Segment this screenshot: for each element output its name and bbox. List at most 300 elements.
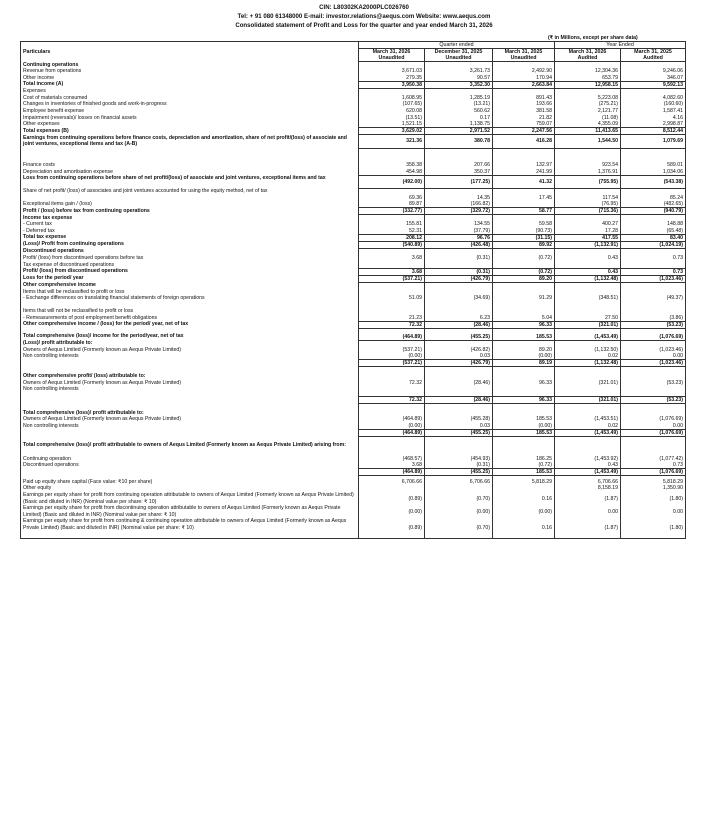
row-value: (940.79) <box>621 208 686 215</box>
row-label: Items that will be reclassified to profit or loss <box>21 289 359 296</box>
row-value <box>493 308 555 315</box>
row-value: (543.38) <box>621 175 686 188</box>
row-label <box>21 469 359 476</box>
statement-row <box>21 81 686 88</box>
row-label: Exceptional items gain / (loss) <box>21 201 359 208</box>
row-value: 8,512.44 <box>621 128 686 135</box>
row-value: 85.24 <box>621 195 686 201</box>
row-label: Other equity <box>21 485 359 492</box>
row-value: 923.54 <box>555 162 621 169</box>
row-value: 6.23 <box>425 315 493 322</box>
row-value <box>621 340 686 347</box>
statement-row <box>21 121 686 128</box>
row-value: (1.87) <box>555 492 621 505</box>
row-value <box>425 62 493 69</box>
row-value: 1,521.15 <box>359 121 425 128</box>
row-value: 1,138.75 <box>425 121 493 128</box>
row-label: Other expenses <box>21 121 359 128</box>
row-label: Impairment (reversals)/ losses on financial assets <box>21 115 359 122</box>
row-label: Profit/ (loss) from discontinued operations before tax <box>21 255 359 262</box>
row-value: (65.48) <box>621 228 686 235</box>
row-value: 14.35 <box>425 195 493 201</box>
row-value: (492.00) <box>359 175 425 188</box>
row-value: (321.01) <box>555 380 621 387</box>
row-value <box>621 386 686 393</box>
row-value: 653.79 <box>555 75 621 82</box>
row-value: (0.31) <box>425 255 493 262</box>
row-value: 1,034.06 <box>621 169 686 176</box>
statement-row <box>21 410 686 417</box>
row-value: (0.00) <box>359 423 425 430</box>
statement-row <box>21 492 686 505</box>
row-value: (332.77) <box>359 208 425 215</box>
row-label: Depreciation and amortisation expense <box>21 169 359 176</box>
row-value: (1,076.69) <box>621 328 686 340</box>
row-label: Loss from continuing operations before share of net profit/(loss) of associate and joint ventures, exceptional items and tax <box>21 175 359 188</box>
row-value: (0.00) <box>493 505 555 518</box>
row-value: 9,592.13 <box>621 81 686 88</box>
row-label: Earnings per equity share for profit from discontinuing operation attributable to owners of Aequs Limited (Formerly known as Aequs Private Limited) (Basic and diluted in INR) (Nominal value per share: ₹ 10) <box>21 505 359 518</box>
row-value: (1,132.50) <box>555 347 621 354</box>
row-value: 1,376.91 <box>555 169 621 176</box>
row-value <box>555 386 621 393</box>
row-value: (1,076.69) <box>621 469 686 476</box>
row-value: 207.66 <box>425 162 493 169</box>
statement-row <box>21 201 686 208</box>
row-label: Owners of Aequs Limited (Formerly known as Aequs Private Limited) <box>21 347 359 354</box>
row-label: Total tax expense <box>21 234 359 241</box>
row-value <box>493 340 555 347</box>
statement-row <box>21 95 686 102</box>
row-value <box>493 373 555 380</box>
row-value <box>555 148 621 162</box>
row-value: 148.88 <box>621 221 686 228</box>
row-value: 3,671.03 <box>359 68 425 75</box>
row-value: 91.29 <box>493 295 555 302</box>
row-label: - Remeasurements of post employment benefit obligations <box>21 315 359 322</box>
statement-row <box>21 228 686 235</box>
row-value <box>493 201 555 208</box>
row-value <box>493 410 555 417</box>
row-value <box>359 386 425 393</box>
row-value: (160.60) <box>621 101 686 108</box>
row-value: (13.51) <box>359 115 425 122</box>
row-value: (1,024.19) <box>621 241 686 248</box>
row-label: Total comprehensive (loss)/ profit attributable to owners of Aequs Limited (Formerly known as Aequs Private Limited) arising from: <box>21 442 359 455</box>
row-value <box>493 88 555 95</box>
row-value: (76.95) <box>555 201 621 208</box>
row-value: (329.72) <box>425 208 493 215</box>
statement-row <box>21 476 686 486</box>
row-value <box>493 262 555 269</box>
row-value: (715.36) <box>555 208 621 215</box>
row-value: 4.16 <box>621 115 686 122</box>
row-value: 132.97 <box>493 162 555 169</box>
row-value: (755.95) <box>555 175 621 188</box>
row-value: (464.89) <box>359 416 425 423</box>
row-value: (0.72) <box>493 462 555 469</box>
row-value <box>555 373 621 380</box>
row-value <box>425 386 493 393</box>
row-value <box>425 373 493 380</box>
row-value: (537.21) <box>359 275 425 282</box>
row-value: (53.23) <box>621 321 686 328</box>
row-value: (1.80) <box>621 518 686 538</box>
row-value: 72.32 <box>359 380 425 387</box>
row-value: 759.07 <box>493 121 555 128</box>
statement-body <box>21 62 686 539</box>
row-value: 27.50 <box>555 315 621 322</box>
row-value: (0.72) <box>493 268 555 275</box>
statement-row <box>21 115 686 122</box>
row-value: (13.21) <box>425 101 493 108</box>
row-label: Non controlling interests <box>21 423 359 430</box>
row-value: 3.68 <box>359 268 425 275</box>
row-value: 350.37 <box>425 169 493 176</box>
statement-title: Consolidated statement of Profit and Loss for the quarter and year ended March 31, 2026 <box>235 22 493 29</box>
row-value: 185.53 <box>493 429 555 436</box>
row-value <box>493 442 555 455</box>
row-label: Continuing operation <box>21 456 359 463</box>
row-value: 0.00 <box>621 505 686 518</box>
row-value: 0.03 <box>425 353 493 360</box>
row-value: (1,453.51) <box>555 416 621 423</box>
row-value: (1,023.46) <box>621 347 686 354</box>
row-value: 170.94 <box>493 75 555 82</box>
row-value: 381.58 <box>493 108 555 115</box>
row-value <box>493 485 555 492</box>
row-label: Income tax expense <box>21 215 359 222</box>
statement-row <box>21 340 686 347</box>
statement-row <box>21 462 686 469</box>
row-value <box>493 62 555 69</box>
row-value: 5,223.08 <box>555 95 621 102</box>
statement-row <box>21 423 686 430</box>
row-value: (1,023.46) <box>621 360 686 367</box>
row-value: 72.32 <box>359 397 425 404</box>
row-value: 0.00 <box>555 505 621 518</box>
row-value <box>621 282 686 289</box>
row-value: 6,706.66 <box>359 476 425 486</box>
row-label: (Loss)/ Profit from continuing operations <box>21 241 359 248</box>
row-value: 416.28 <box>493 135 555 148</box>
statement-row <box>21 188 686 195</box>
row-value: 208.12 <box>359 234 425 241</box>
col-status-header: Audited <box>555 55 621 62</box>
row-value: (1.87) <box>555 518 621 538</box>
row-value: 90.57 <box>425 75 493 82</box>
row-value: (482.65) <box>621 201 686 208</box>
row-value: (1,023.46) <box>621 275 686 282</box>
row-value: (1,132.48) <box>555 360 621 367</box>
row-value: 0.73 <box>621 255 686 262</box>
row-value <box>621 308 686 315</box>
row-value: 0.02 <box>555 353 621 360</box>
row-value: (1,132.48) <box>555 275 621 282</box>
row-value <box>555 282 621 289</box>
row-value: 0.17 <box>425 115 493 122</box>
row-value: 96.76 <box>425 234 493 241</box>
statement-row <box>21 169 686 176</box>
row-value: (0.00) <box>493 423 555 430</box>
statement-row <box>21 234 686 241</box>
row-value <box>359 289 425 296</box>
row-value: 83.40 <box>621 234 686 241</box>
row-value: 400.27 <box>555 221 621 228</box>
row-value: 117.54 <box>555 195 621 201</box>
statement-row <box>21 75 686 82</box>
statement-row <box>21 162 686 169</box>
row-value <box>555 188 621 195</box>
row-value: 620.08 <box>359 108 425 115</box>
row-value: (1,453.49) <box>555 328 621 340</box>
row-value: (1,453.49) <box>555 469 621 476</box>
row-value: (1.80) <box>621 492 686 505</box>
row-value: 1,285.19 <box>425 95 493 102</box>
row-value: 0.00 <box>621 423 686 430</box>
row-value <box>359 188 425 195</box>
statement-row <box>21 315 686 322</box>
row-value: (49.37) <box>621 295 686 302</box>
row-value: (537.21) <box>359 360 425 367</box>
row-value <box>425 485 493 492</box>
row-value: (321.01) <box>555 397 621 404</box>
row-value <box>359 373 425 380</box>
row-value: 185.53 <box>493 328 555 340</box>
row-value: (53.23) <box>621 397 686 404</box>
row-value: 2,971.52 <box>425 128 493 135</box>
row-value: 12,304.36 <box>555 68 621 75</box>
row-value: 2,998.87 <box>621 121 686 128</box>
row-value: 11,413.65 <box>555 128 621 135</box>
col-date-header: March 31, 2025 <box>621 49 686 56</box>
year-ended-header: Year Ended <box>555 42 686 49</box>
row-value <box>621 215 686 222</box>
row-value: 1,587.41 <box>621 108 686 115</box>
statement-row <box>21 248 686 255</box>
row-value <box>621 248 686 255</box>
row-value <box>359 485 425 492</box>
statement-row <box>21 353 686 360</box>
row-value: (537.21) <box>359 347 425 354</box>
row-value: (0.70) <box>425 518 493 538</box>
row-value <box>555 215 621 222</box>
row-label: Total income (A) <box>21 81 359 88</box>
statement-row <box>21 485 686 492</box>
row-label: Changes in inventories of finished goods and work-in-progress <box>21 101 359 108</box>
row-value: 241.99 <box>493 169 555 176</box>
row-value: 59.58 <box>493 221 555 228</box>
row-value: 8,158.19 <box>555 485 621 492</box>
row-value <box>425 188 493 195</box>
row-value: 279.35 <box>359 75 425 82</box>
row-value <box>359 62 425 69</box>
statement-row <box>21 282 686 289</box>
col-date-header: March 31, 2026 <box>359 49 425 56</box>
row-value: 3,950.38 <box>359 81 425 88</box>
row-value: 89.19 <box>493 360 555 367</box>
row-value: (464.89) <box>359 429 425 436</box>
row-label: Total comprehensive (loss)/ income for the period/year, net of tax <box>21 328 359 340</box>
row-value: 358.38 <box>359 162 425 169</box>
row-value <box>555 410 621 417</box>
row-value: (1,076.69) <box>621 416 686 423</box>
row-value: (90.73) <box>493 228 555 235</box>
row-label <box>21 397 359 404</box>
row-value: (464.89) <box>359 469 425 476</box>
row-label: Profit / (loss) before tax from continuing operations <box>21 208 359 215</box>
statement-row <box>21 518 686 538</box>
row-value: 1,079.69 <box>621 135 686 148</box>
row-label: Earnings per equity share for profit from continuing & continuing operation attributable to owners of Aequs Limited (Formerly known as Aequs Private Limited) (Basic and diluted in INR) (Nominal value per share: ₹ 10) <box>21 518 359 538</box>
row-value: 346.07 <box>621 75 686 82</box>
row-value: (540.89) <box>359 241 425 248</box>
row-label: (Loss)/ profit attributable to: <box>21 340 359 347</box>
row-label: Loss for the period/ year <box>21 275 359 282</box>
row-value: (321.01) <box>555 321 621 328</box>
statement-row <box>21 386 686 393</box>
row-value: 0.73 <box>621 268 686 275</box>
row-value: 89.87 <box>359 201 425 208</box>
row-value <box>555 88 621 95</box>
statement-row <box>21 255 686 262</box>
row-value: (1,453.49) <box>555 429 621 436</box>
statement-row <box>21 456 686 463</box>
row-label <box>21 148 359 162</box>
row-value: 560.62 <box>425 108 493 115</box>
statement-row <box>21 321 686 328</box>
row-value <box>493 148 555 162</box>
contact-line: Tel: + 91 080 61348000 E-mail: investor.relations@aequs.com Website: www.aequs.com <box>237 13 491 20</box>
row-value: (0.31) <box>425 268 493 275</box>
row-label: Other comprehensive income / (loss) for the period/ year, net of tax <box>21 321 359 328</box>
row-value <box>621 62 686 69</box>
row-value <box>621 188 686 195</box>
row-value: 89.20 <box>493 347 555 354</box>
row-value: (468.57) <box>359 456 425 463</box>
statement-row <box>21 308 686 315</box>
row-value: 4,082.60 <box>621 95 686 102</box>
row-value: 5,818.29 <box>493 476 555 486</box>
subtotal-row <box>21 360 686 367</box>
row-value: (454.93) <box>425 456 493 463</box>
subtotal-row <box>21 148 686 162</box>
row-value: 134.55 <box>425 221 493 228</box>
row-value <box>621 88 686 95</box>
row-value: (34.69) <box>425 295 493 302</box>
statement-row <box>21 175 686 188</box>
row-label: Earnings per equity share for profit from continuing operation attributable to owners of Aequs Limited (Formerly known as Aequs Private Limited) (Basic and diluted in INR) (Nominal value per share: ₹ 10) <box>21 492 359 505</box>
row-value: 589.01 <box>621 162 686 169</box>
col-date-header: March 31, 2025 <box>493 49 555 56</box>
row-value <box>359 262 425 269</box>
row-value: 0.43 <box>555 255 621 262</box>
row-value <box>621 289 686 296</box>
row-value: 417.55 <box>555 234 621 241</box>
row-value: (53.23) <box>621 380 686 387</box>
row-value: (426.79) <box>425 275 493 282</box>
row-value: (0.70) <box>425 492 493 505</box>
row-value: (0.72) <box>493 255 555 262</box>
row-value <box>493 248 555 255</box>
row-value: (1,132.91) <box>555 241 621 248</box>
row-value: 0.43 <box>555 268 621 275</box>
row-value: (31.15) <box>493 234 555 241</box>
row-value <box>555 340 621 347</box>
row-label: Discontinued operations <box>21 248 359 255</box>
statement-row <box>21 88 686 95</box>
row-value: 4,355.09 <box>555 121 621 128</box>
row-value <box>359 282 425 289</box>
row-value: 52.31 <box>359 228 425 235</box>
statement-row <box>21 268 686 275</box>
row-value: (107.65) <box>359 101 425 108</box>
row-value: 0.43 <box>555 462 621 469</box>
row-value: (426.48) <box>425 241 493 248</box>
row-value: 21.23 <box>359 315 425 322</box>
row-label <box>21 429 359 436</box>
row-value <box>359 410 425 417</box>
row-label: Earnings from continuing operations before finance costs, depreciation and amortization, share of net profit/(loss) of associate and joint ventures, exceptional items and tax (A-B) <box>21 135 359 148</box>
row-label: - Current tax <box>21 221 359 228</box>
row-value: 96.33 <box>493 397 555 404</box>
col-date-header: March 31, 2026 <box>555 49 621 56</box>
row-value: 69.36 <box>359 195 425 201</box>
row-value: 89.92 <box>493 241 555 248</box>
subtotal-row <box>21 429 686 436</box>
row-label: Revenue from operations <box>21 68 359 75</box>
row-value: 185.53 <box>493 469 555 476</box>
row-value: 41.32 <box>493 175 555 188</box>
statement-row <box>21 275 686 282</box>
row-value <box>555 442 621 455</box>
row-value: (28.46) <box>425 380 493 387</box>
row-value <box>425 308 493 315</box>
statement-row <box>21 208 686 215</box>
row-label: Continuing operations <box>21 62 359 69</box>
statement-row <box>21 380 686 387</box>
row-value <box>359 215 425 222</box>
row-value: (11.08) <box>555 115 621 122</box>
row-value <box>493 282 555 289</box>
row-value: 0.73 <box>621 462 686 469</box>
statement-row <box>21 62 686 69</box>
row-label: Other comprehensive income <box>21 282 359 289</box>
row-value: 0.02 <box>555 423 621 430</box>
statement-row <box>21 295 686 302</box>
row-value <box>493 215 555 222</box>
row-value: 5,818.29 <box>621 476 686 486</box>
row-value: (455.25) <box>425 328 493 340</box>
row-value: (28.46) <box>425 321 493 328</box>
row-label: - Exchange differences on translating financial statements of foreign operations <box>21 295 359 302</box>
row-value <box>621 262 686 269</box>
row-value: 89.20 <box>493 275 555 282</box>
row-value: 454.98 <box>359 169 425 176</box>
row-value <box>425 248 493 255</box>
row-label: Profit/ (loss) from discontinued operations <box>21 268 359 275</box>
row-label: Other comprehensive profit/ (loss) attributable to: <box>21 373 359 380</box>
row-value: (177.25) <box>425 175 493 188</box>
row-value: 2,492.90 <box>493 68 555 75</box>
row-value: 193.66 <box>493 101 555 108</box>
profit-loss-table <box>20 41 686 539</box>
col-date-header: December 31, 2025 <box>425 49 493 56</box>
row-value <box>621 373 686 380</box>
col-status-header: Unaudited <box>493 55 555 62</box>
row-label: Owners of Aequs Limited (Formerly known as Aequs Private Limited) <box>21 380 359 387</box>
statement-row <box>21 108 686 115</box>
